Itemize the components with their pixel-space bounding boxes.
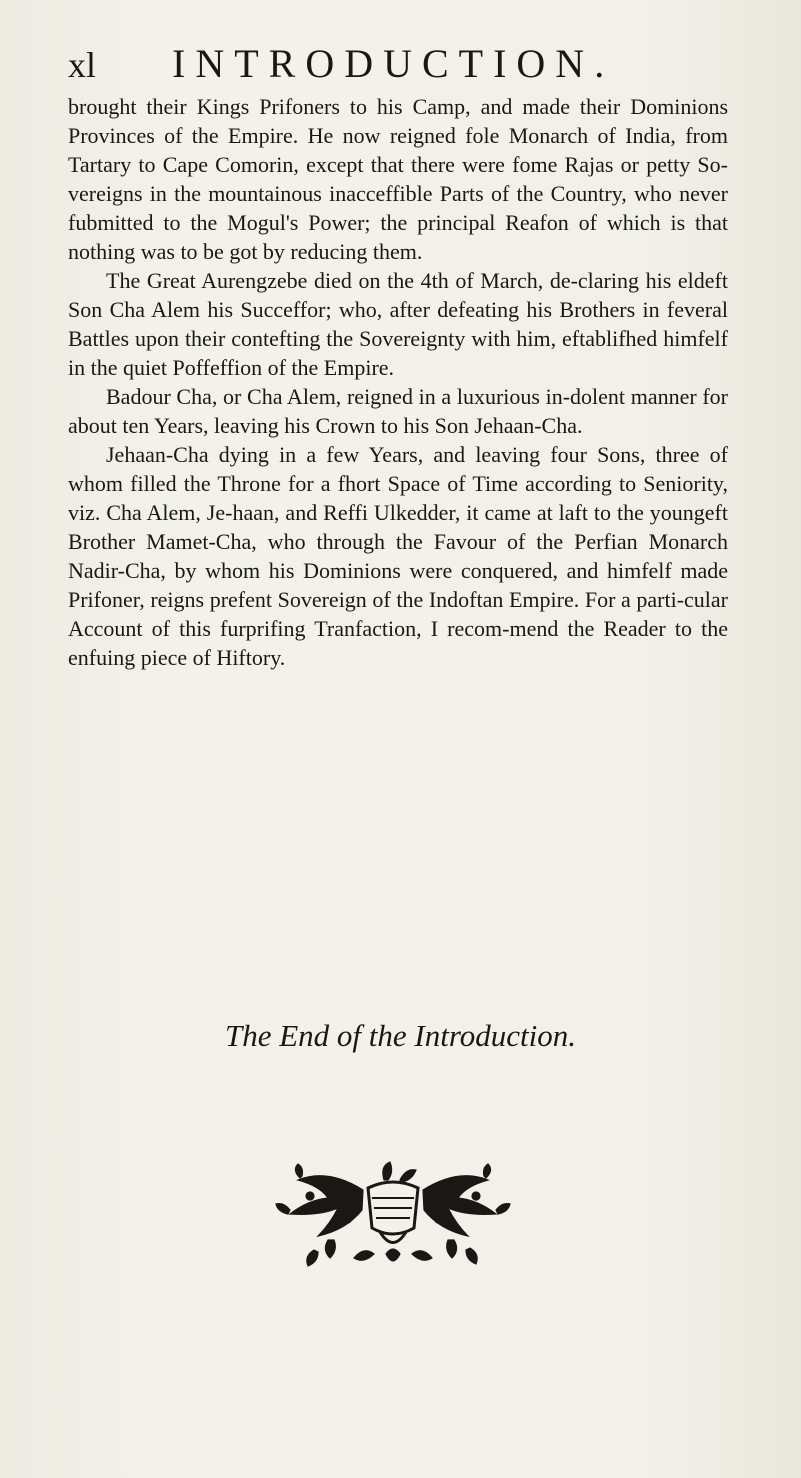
page-number: xl <box>68 45 97 85</box>
floral-tailpiece-ornament-icon <box>258 1158 528 1278</box>
page-header <box>68 36 728 96</box>
closing-line: The End of the Introduction. <box>224 1018 576 1053</box>
running-head: INTRODUCTION. <box>172 41 615 86</box>
body-text <box>68 92 728 672</box>
paragraph: Jehaan-Cha dying in a few Years, and leaving four Sons, three of whom filled the Throne for a fhort Space of Time according to Seniority, viz. Cha Alem, Je-haan, and Reffi Ulkedder, it came at laft to the youngeft Brother Mamet-Cha, who through the Favour of the Perfian Monarch Nadir-Cha, by whom his Dominions were conquered, and himfelf made Prifoner, reigns prefent Sovereign of the Indoftan Empire. For a parti-cular Account of this furprifing Tranfaction, I recom-mend the Reader to the enfuing piece of Hiftory. <box>68 442 728 670</box>
paragraph: brought their Kings Prifoners to his Camp, and made their Dominions Provinces of the Empire. He now reigned fole Monarch of India, from Tartary to Cape Comorin, except that there were fome Rajas or petty So-vereigns in the mountainous inacceffible Parts of the Country, who never fubmitted to the Mogul's Power; the principal Reafon of which is that nothing was to be got by reducing them. <box>68 94 728 264</box>
paragraph: Badour Cha, or Cha Alem, reigned in a luxurious in-dolent manner for about ten Years, leaving his Crown to his Son Jehaan-Cha. <box>68 384 728 438</box>
paragraph: The Great Aurengzebe died on the 4th of March, de-claring his eldeft Son Cha Alem his Succeffor; who, after defeating his Brothers in feveral Battles upon their contefting the Sovereignty with him, eftablifhed himfelf in the quiet Poffeffion of the Empire. <box>68 268 728 380</box>
